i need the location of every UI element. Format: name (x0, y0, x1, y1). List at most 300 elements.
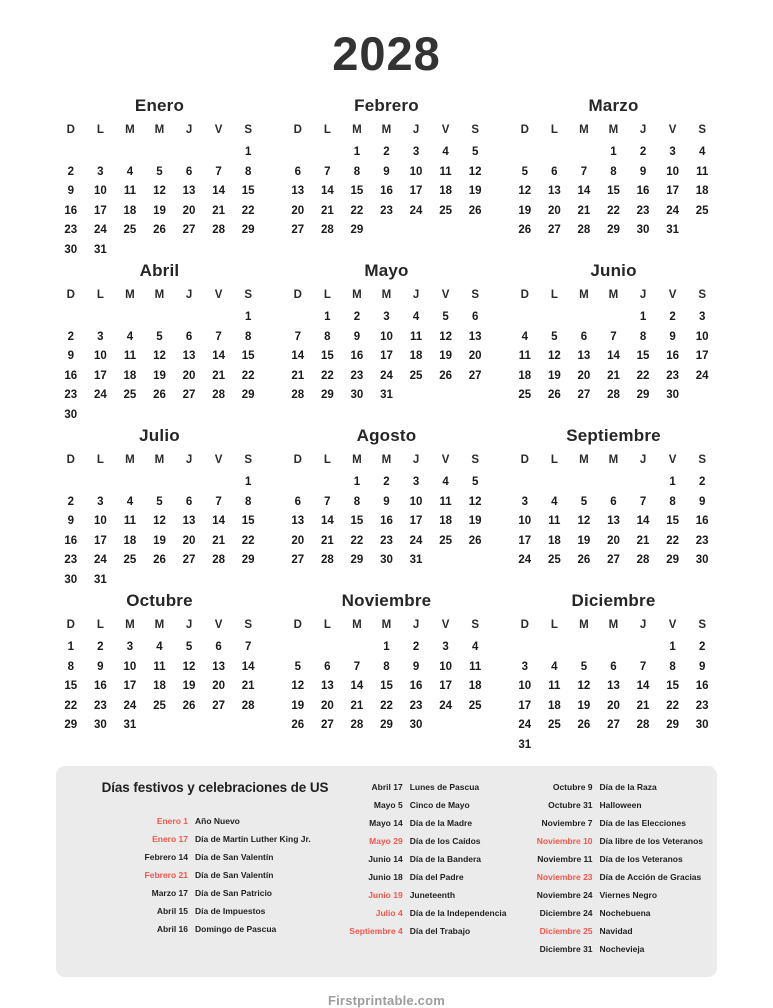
day-cell[interactable]: 11 (548, 515, 561, 528)
day-cell[interactable]: 3 (698, 311, 706, 324)
day-cell[interactable]: 16 (695, 515, 709, 528)
day-cell[interactable]: 18 (439, 515, 452, 528)
day-cell[interactable]: 23 (64, 224, 78, 237)
day-cell[interactable]: 31 (93, 573, 107, 586)
day-cell[interactable]: 16 (409, 680, 423, 693)
day-cell[interactable]: 9 (698, 495, 706, 508)
day-cell[interactable]: 21 (636, 699, 650, 712)
day-cell[interactable]: 2 (412, 641, 420, 654)
day-cell[interactable]: 13 (607, 680, 620, 693)
day-cell[interactable]: 5 (471, 146, 479, 159)
day-cell[interactable]: 30 (666, 389, 679, 402)
day-cell[interactable]: 21 (607, 369, 620, 382)
day-cell[interactable]: 25 (123, 389, 137, 402)
day-cell[interactable]: 29 (350, 224, 364, 237)
day-cell[interactable]: 14 (636, 680, 650, 693)
day-cell[interactable]: 20 (577, 369, 591, 382)
day-cell[interactable]: 8 (669, 495, 676, 508)
day-cell[interactable]: 24 (666, 204, 679, 217)
day-cell[interactable]: 16 (64, 534, 78, 547)
day-cell[interactable]: 15 (241, 185, 255, 198)
day-cell[interactable]: 18 (153, 680, 166, 693)
day-cell[interactable]: 6 (324, 660, 331, 673)
day-cell[interactable]: 28 (577, 224, 591, 237)
day-cell[interactable]: 25 (123, 224, 137, 237)
day-cell[interactable]: 10 (93, 515, 107, 528)
day-cell-holiday[interactable]: 1 (244, 146, 252, 159)
day-cell[interactable]: 26 (439, 369, 452, 382)
day-cell-holiday[interactable]: 19 (547, 369, 561, 382)
day-cell[interactable]: 16 (666, 350, 679, 363)
day-cell[interactable]: 9 (383, 165, 390, 178)
day-cell[interactable]: 3 (412, 476, 420, 489)
day-cell[interactable]: 2 (383, 476, 390, 489)
day-cell[interactable]: 16 (636, 185, 650, 198)
day-cell[interactable]: 26 (153, 224, 166, 237)
day-cell[interactable]: 6 (551, 165, 558, 178)
day-cell[interactable]: 7 (215, 330, 222, 343)
day-cell[interactable]: 27 (182, 389, 196, 402)
day-cell[interactable]: 12 (468, 165, 482, 178)
day-cell[interactable]: 19 (153, 534, 166, 547)
day-cell[interactable]: 25 (439, 204, 452, 217)
day-cell[interactable]: 7 (324, 495, 331, 508)
day-cell[interactable]: 16 (64, 204, 78, 217)
day-cell[interactable]: 21 (212, 204, 225, 217)
day-cell[interactable]: 28 (212, 389, 225, 402)
day-cell[interactable]: 29 (241, 554, 255, 567)
day-cell[interactable]: 26 (291, 719, 305, 732)
day-cell[interactable]: 2 (639, 146, 647, 159)
day-cell[interactable]: 14 (636, 515, 650, 528)
day-cell[interactable]: 28 (212, 554, 225, 567)
day-cell[interactable]: 21 (241, 680, 255, 693)
day-cell[interactable]: 18 (547, 534, 561, 547)
day-cell[interactable]: 7 (580, 165, 588, 178)
day-cell[interactable]: 29 (64, 719, 78, 732)
day-cell[interactable]: 28 (212, 224, 225, 237)
day-cell[interactable]: 12 (468, 495, 482, 508)
day-cell[interactable]: 31 (518, 738, 532, 751)
day-cell[interactable]: 24 (409, 534, 423, 547)
day-cell[interactable]: 3 (126, 641, 134, 654)
day-cell[interactable]: 31 (409, 554, 423, 567)
day-cell[interactable]: 9 (698, 660, 706, 673)
day-cell[interactable]: 4 (442, 146, 449, 159)
day-cell[interactable]: 30 (695, 719, 709, 732)
day-cell[interactable]: 17 (409, 185, 423, 198)
day-cell[interactable]: 17 (518, 699, 532, 712)
day-cell[interactable]: 21 (291, 369, 305, 382)
day-cell[interactable]: 12 (518, 185, 532, 198)
day-cell[interactable]: 24 (518, 719, 532, 732)
day-cell[interactable]: 7 (215, 165, 222, 178)
day-cell[interactable]: 10 (666, 165, 679, 178)
day-cell[interactable]: 28 (320, 224, 334, 237)
day-cell[interactable]: 15 (241, 350, 255, 363)
day-cell[interactable]: 29 (241, 389, 255, 402)
day-cell[interactable]: 14 (607, 350, 620, 363)
day-cell[interactable]: 2 (698, 641, 706, 654)
day-cell[interactable]: 22 (666, 699, 679, 712)
day-cell[interactable]: 15 (241, 515, 255, 528)
day-cell[interactable]: 3 (412, 146, 420, 159)
day-cell[interactable]: 18 (409, 350, 423, 363)
day-cell[interactable]: 9 (67, 350, 74, 363)
day-cell[interactable]: 11 (123, 515, 136, 528)
day-cell[interactable]: 3 (669, 146, 676, 159)
day-cell[interactable]: 1 (244, 476, 252, 489)
day-cell[interactable]: 11 (548, 680, 561, 693)
day-cell[interactable]: 16 (380, 515, 393, 528)
day-cell[interactable]: 20 (212, 680, 225, 693)
day-cell[interactable]: 2 (67, 495, 74, 508)
day-cell[interactable]: 2 (698, 476, 706, 489)
day-cell[interactable]: 11 (518, 350, 531, 363)
day-cell[interactable]: 2 (97, 641, 104, 654)
day-cell[interactable]: 5 (156, 165, 163, 178)
day-cell[interactable]: 18 (547, 699, 561, 712)
day-cell[interactable]: 22 (350, 204, 364, 217)
day-cell[interactable]: 17 (123, 680, 137, 693)
day-cell[interactable]: 4 (412, 311, 420, 324)
day-cell[interactable]: 13 (291, 515, 305, 528)
day-cell[interactable]: 1 (383, 641, 390, 654)
day-cell[interactable]: 29 (350, 554, 364, 567)
day-cell[interactable]: 16 (380, 185, 393, 198)
day-cell[interactable]: 19 (291, 699, 305, 712)
day-cell[interactable]: 19 (153, 204, 166, 217)
day-cell[interactable]: 1 (353, 476, 361, 489)
day-cell[interactable]: 21 (350, 699, 364, 712)
day-cell[interactable]: 28 (607, 389, 620, 402)
day-cell[interactable]: 2 (383, 146, 390, 159)
day-cell[interactable]: 6 (185, 495, 193, 508)
day-cell[interactable]: 26 (468, 204, 482, 217)
day-cell[interactable]: 29 (607, 224, 620, 237)
day-cell[interactable]: 19 (468, 185, 482, 198)
day-cell-holiday[interactable]: 21 (320, 204, 334, 217)
day-cell[interactable]: 5 (185, 641, 193, 654)
day-cell[interactable]: 10 (380, 330, 393, 343)
day-cell[interactable]: 13 (291, 185, 305, 198)
day-cell[interactable]: 11 (123, 350, 136, 363)
day-cell[interactable]: 7 (215, 495, 222, 508)
day-cell[interactable]: 21 (320, 534, 334, 547)
day-cell[interactable]: 8 (353, 495, 361, 508)
day-cell[interactable]: 8 (639, 330, 647, 343)
day-cell[interactable]: 6 (294, 495, 301, 508)
day-cell[interactable]: 19 (577, 699, 591, 712)
day-cell[interactable]: 30 (409, 719, 423, 732)
day-cell[interactable]: 5 (294, 660, 301, 673)
day-cell[interactable]: 20 (320, 699, 334, 712)
day-cell[interactable]: 10 (93, 350, 107, 363)
day-cell[interactable]: 1 (669, 476, 676, 489)
day-cell[interactable]: 25 (468, 699, 482, 712)
day-cell[interactable]: 12 (439, 330, 452, 343)
day-cell-holiday[interactable]: 9 (97, 660, 104, 673)
day-cell[interactable]: 22 (380, 699, 393, 712)
day-cell[interactable]: 9 (67, 185, 74, 198)
day-cell[interactable]: 18 (695, 185, 709, 198)
day-cell[interactable]: 27 (607, 719, 620, 732)
day-cell[interactable]: 7 (639, 660, 647, 673)
day-cell[interactable]: 26 (547, 389, 561, 402)
day-cell[interactable]: 12 (153, 185, 166, 198)
day-cell[interactable]: 12 (182, 660, 196, 673)
day-cell[interactable]: 15 (380, 680, 393, 693)
day-cell[interactable]: 4 (126, 165, 134, 178)
day-cell[interactable]: 26 (577, 719, 591, 732)
day-cell[interactable]: 29 (241, 224, 255, 237)
day-cell[interactable]: 9 (383, 495, 390, 508)
day-cell[interactable]: 18 (439, 185, 452, 198)
day-cell[interactable]: 11 (123, 185, 136, 198)
day-cell[interactable]: 8 (610, 165, 617, 178)
day-cell[interactable]: 25 (695, 204, 709, 217)
day-cell[interactable]: 15 (666, 680, 679, 693)
day-cell[interactable]: 24 (409, 204, 423, 217)
day-cell[interactable]: 2 (669, 311, 676, 324)
day-cell[interactable]: 8 (324, 330, 331, 343)
day-cell[interactable]: 23 (350, 369, 364, 382)
day-cell[interactable]: 3 (521, 660, 528, 673)
day-cell-holiday[interactable]: 4 (551, 495, 558, 508)
day-cell[interactable]: 28 (636, 719, 650, 732)
day-cell[interactable]: 30 (64, 573, 78, 586)
day-cell[interactable]: 5 (471, 476, 479, 489)
day-cell[interactable]: 22 (607, 204, 620, 217)
day-cell[interactable]: 16 (695, 680, 709, 693)
day-cell[interactable]: 6 (215, 641, 222, 654)
day-cell[interactable]: 17 (439, 680, 452, 693)
day-cell[interactable]: 31 (93, 243, 107, 256)
day-cell[interactable]: 4 (521, 330, 528, 343)
day-cell-holiday[interactable]: 23 (409, 699, 423, 712)
day-cell[interactable]: 15 (666, 515, 679, 528)
day-cell[interactable]: 22 (350, 534, 364, 547)
day-cell[interactable]: 1 (244, 311, 252, 324)
day-cell[interactable]: 10 (695, 330, 709, 343)
day-cell[interactable]: 29 (666, 554, 679, 567)
day-cell[interactable]: 6 (185, 165, 193, 178)
day-cell[interactable]: 25 (123, 554, 137, 567)
day-cell[interactable]: 26 (182, 699, 196, 712)
day-cell[interactable]: 31 (123, 719, 137, 732)
day-cell[interactable]: 11 (409, 330, 423, 343)
day-cell[interactable]: 27 (182, 224, 196, 237)
day-cell-holiday[interactable]: 10 (439, 660, 452, 673)
day-cell[interactable]: 3 (97, 330, 104, 343)
day-cell[interactable]: 6 (471, 311, 479, 324)
day-cell[interactable]: 9 (67, 515, 74, 528)
day-cell[interactable]: 27 (291, 554, 305, 567)
day-cell[interactable]: 14 (320, 515, 334, 528)
day-cell[interactable]: 14 (577, 185, 591, 198)
day-cell[interactable]: 23 (64, 389, 78, 402)
day-cell[interactable]: 22 (666, 534, 679, 547)
day-cell[interactable]: 5 (580, 660, 588, 673)
day-cell[interactable]: 11 (439, 165, 452, 178)
day-cell[interactable]: 16 (93, 680, 107, 693)
day-cell[interactable]: 4 (156, 641, 163, 654)
day-cell[interactable]: 1 (353, 146, 361, 159)
day-cell[interactable]: 20 (182, 204, 196, 217)
day-cell[interactable]: 1 (639, 311, 647, 324)
day-cell[interactable]: 8 (669, 660, 676, 673)
day-cell-holiday[interactable]: 29 (320, 389, 334, 402)
day-cell[interactable]: 29 (636, 389, 650, 402)
day-cell[interactable]: 23 (666, 369, 679, 382)
day-cell[interactable]: 27 (182, 554, 196, 567)
day-cell[interactable]: 11 (469, 660, 482, 673)
day-cell[interactable]: 29 (666, 719, 679, 732)
day-cell[interactable]: 17 (93, 369, 107, 382)
day-cell[interactable]: 17 (518, 534, 532, 547)
day-cell[interactable]: 30 (93, 719, 107, 732)
day-cell[interactable]: 24 (439, 699, 452, 712)
day-cell[interactable]: 1 (324, 311, 331, 324)
day-cell[interactable]: 20 (182, 369, 196, 382)
day-cell[interactable]: 7 (610, 330, 617, 343)
day-cell[interactable]: 22 (241, 369, 255, 382)
day-cell[interactable]: 15 (350, 515, 364, 528)
day-cell[interactable]: 17 (695, 350, 709, 363)
day-cell[interactable]: 6 (610, 495, 617, 508)
day-cell[interactable]: 19 (518, 204, 532, 217)
day-cell[interactable]: 24 (518, 554, 532, 567)
day-cell[interactable]: 25 (518, 389, 532, 402)
day-cell[interactable]: 29 (380, 719, 393, 732)
day-cell[interactable]: 7 (324, 165, 331, 178)
day-cell[interactable]: 26 (518, 224, 532, 237)
day-cell[interactable]: 23 (695, 699, 709, 712)
day-cell[interactable]: 8 (353, 165, 361, 178)
day-cell[interactable]: 19 (153, 369, 166, 382)
day-cell[interactable]: 19 (577, 534, 591, 547)
day-cell[interactable]: 10 (93, 185, 107, 198)
day-cell[interactable]: 24 (695, 369, 709, 382)
day-cell-holiday[interactable]: 4 (126, 495, 134, 508)
day-cell[interactable]: 3 (442, 641, 449, 654)
day-cell[interactable]: 2 (67, 330, 74, 343)
day-cell[interactable]: 27 (320, 719, 334, 732)
day-cell[interactable]: 9 (412, 660, 420, 673)
day-cell[interactable]: 30 (695, 554, 709, 567)
day-cell[interactable]: 7 (294, 330, 301, 343)
day-cell[interactable]: 20 (468, 350, 482, 363)
day-cell[interactable]: 17 (380, 350, 393, 363)
day-cell[interactable]: 4 (698, 146, 706, 159)
day-cell[interactable]: 5 (521, 165, 528, 178)
day-cell[interactable]: 13 (607, 515, 620, 528)
day-cell[interactable]: 2 (353, 311, 361, 324)
day-cell[interactable]: 27 (212, 699, 225, 712)
day-cell[interactable]: 18 (468, 680, 482, 693)
day-cell[interactable]: 6 (294, 165, 301, 178)
day-cell[interactable]: 12 (577, 515, 591, 528)
day-cell[interactable]: 13 (212, 660, 225, 673)
day-cell[interactable]: 4 (126, 330, 134, 343)
day-cell[interactable]: 20 (607, 699, 620, 712)
day-cell[interactable]: 4 (442, 476, 449, 489)
day-cell[interactable]: 11 (439, 495, 452, 508)
day-cell[interactable]: 22 (241, 534, 255, 547)
day-cell[interactable]: 17 (666, 185, 679, 198)
day-cell[interactable]: 11 (153, 660, 166, 673)
day-cell[interactable]: 20 (547, 204, 561, 217)
day-cell[interactable]: 12 (153, 350, 166, 363)
day-cell[interactable]: 13 (182, 515, 196, 528)
day-cell[interactable]: 27 (468, 369, 482, 382)
day-cell[interactable]: 9 (639, 165, 647, 178)
day-cell[interactable]: 15 (64, 680, 78, 693)
day-cell[interactable]: 5 (156, 330, 163, 343)
day-cell[interactable]: 25 (153, 699, 166, 712)
day-cell[interactable]: 23 (636, 204, 650, 217)
day-cell[interactable]: 13 (182, 185, 196, 198)
day-cell[interactable]: 25 (547, 554, 561, 567)
day-cell[interactable]: 10 (409, 165, 423, 178)
day-cell[interactable]: 3 (521, 495, 528, 508)
day-cell[interactable]: 3 (97, 165, 104, 178)
day-cell-holiday[interactable]: 17 (93, 204, 107, 217)
day-cell[interactable]: 22 (636, 369, 650, 382)
day-cell[interactable]: 8 (244, 165, 252, 178)
day-cell[interactable]: 22 (64, 699, 78, 712)
day-cell[interactable]: 14 (212, 185, 225, 198)
day-cell[interactable]: 14 (212, 350, 225, 363)
day-cell[interactable]: 14 (291, 350, 305, 363)
day-cell[interactable]: 10 (518, 515, 532, 528)
day-cell[interactable]: 27 (547, 224, 561, 237)
day-cell[interactable]: 20 (182, 534, 196, 547)
day-cell[interactable]: 10 (518, 680, 532, 693)
day-cell[interactable]: 26 (577, 554, 591, 567)
day-cell[interactable]: 21 (636, 534, 650, 547)
day-cell[interactable]: 30 (350, 389, 364, 402)
day-cell[interactable]: 8 (383, 660, 390, 673)
day-cell[interactable]: 30 (64, 408, 78, 421)
day-cell[interactable]: 4 (471, 641, 479, 654)
day-cell[interactable]: 28 (636, 554, 650, 567)
day-cell[interactable]: 8 (244, 330, 252, 343)
day-cell[interactable]: 5 (551, 330, 558, 343)
day-cell[interactable]: 14 (350, 680, 364, 693)
day-cell[interactable]: 19 (468, 515, 482, 528)
day-cell[interactable]: 30 (64, 243, 78, 256)
day-cell[interactable]: 18 (123, 369, 137, 382)
day-cell[interactable]: 6 (580, 330, 588, 343)
day-cell[interactable]: 26 (153, 389, 166, 402)
day-cell[interactable]: 26 (153, 554, 166, 567)
day-cell[interactable]: 28 (241, 699, 255, 712)
day-cell[interactable]: 30 (636, 224, 650, 237)
day-cell[interactable]: 8 (67, 660, 74, 673)
day-cell[interactable]: 7 (244, 641, 252, 654)
day-cell[interactable]: 28 (320, 554, 334, 567)
day-cell[interactable]: 1 (610, 146, 617, 159)
day-cell[interactable]: 28 (291, 389, 305, 402)
day-cell[interactable]: 11 (696, 165, 709, 178)
day-cell[interactable]: 28 (350, 719, 364, 732)
day-cell[interactable]: 15 (320, 350, 334, 363)
day-cell[interactable]: 7 (353, 660, 361, 673)
day-cell[interactable]: 13 (577, 350, 591, 363)
day-cell[interactable]: 13 (182, 350, 196, 363)
day-cell[interactable]: 12 (547, 350, 561, 363)
